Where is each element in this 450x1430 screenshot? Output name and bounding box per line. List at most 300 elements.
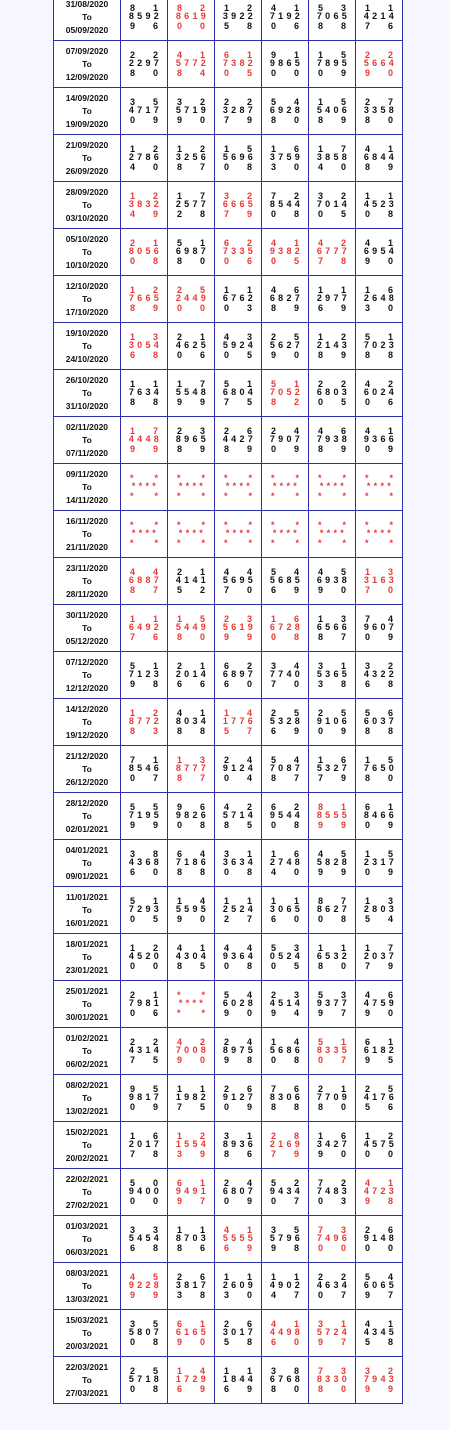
- close-right-digit: 7: [152, 585, 158, 595]
- panel-digits: 5 7 1 4: [222, 810, 254, 820]
- open-left-digit: 2: [318, 379, 324, 389]
- day-result-cell: [309, 1357, 356, 1404]
- close-left-digit: 9: [365, 1290, 371, 1300]
- to-label: To: [82, 951, 92, 962]
- open-left-digit: 1: [177, 144, 183, 154]
- panel-digits: 6 8 2 7: [269, 293, 301, 303]
- to-label: To: [82, 293, 92, 304]
- close-right-digit: 5: [152, 1055, 158, 1065]
- close-right-digit: 0: [293, 162, 299, 172]
- day-result-cell: [215, 1310, 262, 1357]
- to-label: To: [82, 857, 92, 868]
- close-left-digit: 6: [224, 1243, 230, 1253]
- close-right-digit: 7: [340, 632, 346, 642]
- open-right-digit: 2: [340, 1178, 346, 1188]
- open-right-digit: 1: [199, 567, 205, 577]
- open-left-digit: 1: [271, 896, 277, 906]
- open-right-digit: 1: [293, 50, 299, 60]
- to-label: To: [82, 1045, 92, 1056]
- day-result-cell: [262, 934, 309, 981]
- day-result-cell: [309, 370, 356, 417]
- result: [168, 370, 214, 416]
- panel-digits: 6 8 9 7: [222, 669, 254, 679]
- open-left-digit: 5: [318, 1037, 324, 1047]
- close-left-digit: 0: [318, 914, 324, 924]
- highlighted-result: [121, 605, 167, 651]
- open-right-digit: 6: [199, 1272, 205, 1282]
- panel-digits: 9 2 2 8: [128, 1280, 160, 1290]
- open-right-digit: 7: [387, 943, 393, 953]
- close-left-digit: 8: [224, 444, 230, 454]
- open-right-digit: 5: [152, 1272, 158, 1282]
- close-left-digit: 8: [318, 350, 324, 360]
- open-right-digit: 2: [246, 802, 252, 812]
- close-left-digit: 5: [224, 1337, 230, 1347]
- day-result-cell: [262, 511, 309, 558]
- close-left-digit: 9: [177, 115, 183, 125]
- date-range-cell: [54, 1216, 121, 1263]
- close-right-digit: 6: [293, 21, 299, 31]
- highlighted-result: [168, 605, 214, 651]
- open-left-digit: 3: [130, 849, 136, 859]
- close-right-digit: 9: [246, 1243, 252, 1253]
- result: [262, 323, 308, 369]
- open-right-digit: 6: [199, 802, 205, 812]
- open-right-digit: 3: [340, 1225, 346, 1235]
- close-right-digit: 4: [199, 68, 205, 78]
- week-row: [54, 464, 403, 511]
- open-right-digit: 2: [340, 379, 346, 389]
- close-left-digit: 8: [318, 1384, 324, 1394]
- close-left-digit: 6: [365, 679, 371, 689]
- panel-digits: 5 5 4 8: [175, 387, 207, 397]
- result: [309, 135, 355, 181]
- open-left-digit: 2: [177, 285, 183, 295]
- panel-digits: 5 6 8 5: [269, 575, 301, 585]
- panel-digits: 5 5 5 5: [222, 1233, 254, 1243]
- date-range-cell: [54, 417, 121, 464]
- week-row: [54, 1169, 403, 1216]
- day-result-cell: [121, 1169, 168, 1216]
- day-result-cell: [121, 652, 168, 699]
- day-result-cell: [309, 605, 356, 652]
- day-result-cell: [215, 652, 262, 699]
- close-right-digit: 5: [340, 209, 346, 219]
- close-right-digit: 9: [387, 961, 393, 971]
- open-right-digit: *: [201, 520, 205, 530]
- day-result-cell: [309, 746, 356, 793]
- open-left-digit: *: [177, 990, 181, 1000]
- result: [309, 417, 355, 463]
- result: [168, 699, 214, 745]
- close-right-digit: *: [342, 538, 346, 548]
- open-left-digit: 1: [224, 1366, 230, 1376]
- result: [262, 746, 308, 792]
- to-label: To: [82, 199, 92, 210]
- result: [262, 558, 308, 604]
- day-result-cell: [262, 1357, 309, 1404]
- result: [121, 1216, 167, 1262]
- day-result-cell: [168, 511, 215, 558]
- panel-digits: 9 8 2 6: [175, 810, 207, 820]
- day-result-cell: [121, 746, 168, 793]
- close-right-digit: 9: [246, 115, 252, 125]
- day-result-cell: [356, 511, 403, 558]
- open-right-digit: 5: [152, 1084, 158, 1094]
- from-date: 08/02/2021: [65, 1079, 109, 1090]
- open-left-digit: 1: [271, 144, 277, 154]
- highlighted-result: [168, 276, 214, 322]
- open-right-digit: 2: [340, 238, 346, 248]
- result: [309, 1122, 355, 1168]
- result: [121, 1169, 167, 1215]
- open-right-digit: 2: [199, 97, 205, 107]
- close-right-digit: 9: [199, 1384, 205, 1394]
- highlighted-result: [262, 1122, 308, 1168]
- result: [356, 135, 402, 181]
- panel-digits: 2 0 3 7: [363, 951, 395, 961]
- day-result-cell: [309, 417, 356, 464]
- panel-digits: 7 1 9 5: [128, 810, 160, 820]
- close-right-digit: 0: [246, 679, 252, 689]
- close-right-digit: 0: [387, 773, 393, 783]
- open-left-digit: 7: [318, 1178, 324, 1188]
- open-right-digit: 5: [293, 708, 299, 718]
- open-left-digit: 5: [271, 755, 277, 765]
- open-left-digit: 7: [130, 755, 136, 765]
- close-right-digit: 8: [199, 1290, 205, 1300]
- highlighted-result: [309, 1357, 355, 1403]
- panel-digits: 7 0 1 4: [316, 199, 348, 209]
- open-right-digit: 2: [152, 285, 158, 295]
- result: [215, 652, 261, 698]
- close-left-digit: 9: [130, 679, 136, 689]
- close-right-digit: *: [295, 538, 299, 548]
- open-right-digit: 2: [199, 1131, 205, 1141]
- close-left-digit: 7: [130, 1149, 136, 1159]
- open-left-digit: 1: [365, 896, 371, 906]
- result: [121, 370, 167, 416]
- to-label: To: [82, 528, 92, 539]
- open-right-digit: 3: [293, 943, 299, 953]
- panel-digits: 9 1 2 4: [222, 763, 254, 773]
- day-result-cell: [356, 652, 403, 699]
- close-right-digit: 8: [293, 820, 299, 830]
- day-result-cell: [309, 323, 356, 370]
- date-range-cell: [54, 1310, 121, 1357]
- open-right-digit: 1: [293, 1319, 299, 1329]
- open-left-digit: 1: [271, 1272, 277, 1282]
- day-result-cell: [262, 1310, 309, 1357]
- open-left-digit: *: [271, 520, 275, 530]
- close-right-digit: 9: [340, 68, 346, 78]
- to-label: To: [82, 998, 92, 1009]
- panel-digits: * * * *: [225, 528, 251, 538]
- open-left-digit: 5: [177, 238, 183, 248]
- close-left-digit: *: [271, 538, 275, 548]
- day-result-cell: [356, 1075, 403, 1122]
- result: [356, 887, 402, 933]
- close-left-digit: 8: [318, 961, 324, 971]
- close-right-digit: 0: [340, 1243, 346, 1253]
- open-left-digit: 4: [271, 3, 277, 13]
- result: [356, 981, 402, 1027]
- day-result-cell: [168, 1357, 215, 1404]
- open-left-digit: 4: [224, 802, 230, 812]
- open-left-digit: 5: [271, 1178, 277, 1188]
- panel-digits: 9 3 6 6: [363, 434, 395, 444]
- close-right-digit: 8: [246, 21, 252, 31]
- open-right-digit: 5: [152, 802, 158, 812]
- date-range-cell: [54, 276, 121, 323]
- open-right-digit: 2: [152, 191, 158, 201]
- panel-digits: 8 7 0 3: [175, 1233, 207, 1243]
- panel-digits: 6 5 6 6: [316, 622, 348, 632]
- close-left-digit: 7: [224, 585, 230, 595]
- open-right-digit: 1: [340, 1084, 346, 1094]
- panel-digits: 5 3 2 8: [269, 716, 301, 726]
- day-result-cell: [262, 840, 309, 887]
- day-result-cell: [168, 605, 215, 652]
- week-row: [54, 1216, 403, 1263]
- week-row: [54, 1357, 403, 1404]
- day-result-cell: [168, 276, 215, 323]
- panel-digits: 6 8 0 4: [222, 387, 254, 397]
- open-right-digit: 6: [293, 849, 299, 859]
- close-left-digit: *: [318, 538, 322, 548]
- panel-digits: 8 9 6 5: [175, 434, 207, 444]
- open-right-digit: 6: [293, 1084, 299, 1094]
- day-result-cell: [168, 41, 215, 88]
- close-right-digit: 9: [246, 1384, 252, 1394]
- close-right-digit: 9: [199, 444, 205, 454]
- open-left-digit: 1: [224, 896, 230, 906]
- close-left-digit: 0: [271, 1196, 277, 1206]
- open-left-digit: 1: [365, 3, 371, 13]
- day-result-cell: [356, 699, 403, 746]
- panel-digits: 4 6 3 4: [316, 1280, 348, 1290]
- close-left-digit: *: [271, 491, 275, 501]
- open-left-digit: 1: [365, 1131, 371, 1141]
- to-label: To: [82, 1327, 92, 1338]
- open-right-digit: 2: [199, 1037, 205, 1047]
- open-right-digit: 7: [387, 97, 393, 107]
- result: [356, 229, 402, 275]
- highlighted-result: [215, 464, 261, 510]
- close-right-digit: 9: [293, 726, 299, 736]
- panel-digits: 8 9 3 6: [222, 1139, 254, 1149]
- open-left-digit: 1: [318, 755, 324, 765]
- day-result-cell: [121, 1310, 168, 1357]
- day-result-cell: [309, 887, 356, 934]
- day-result-cell: [215, 1122, 262, 1169]
- open-left-digit: 6: [177, 1178, 183, 1188]
- result: [262, 1028, 308, 1074]
- highlighted-result: [121, 276, 167, 322]
- panel-digits: 8 5 4 6: [128, 763, 160, 773]
- close-left-digit: 8: [365, 350, 371, 360]
- day-result-cell: [262, 652, 309, 699]
- open-left-digit: 1: [318, 50, 324, 60]
- open-right-digit: 1: [387, 238, 393, 248]
- open-left-digit: 1: [130, 614, 136, 624]
- date-range-cell: [54, 1357, 121, 1404]
- close-left-digit: 3: [224, 1290, 230, 1300]
- close-left-digit: 8: [177, 773, 183, 783]
- open-right-digit: 1: [293, 3, 299, 13]
- close-left-digit: 0: [130, 256, 136, 266]
- close-left-digit: 0: [130, 1384, 136, 1394]
- open-left-digit: 3: [177, 97, 183, 107]
- close-left-digit: 4: [271, 867, 277, 877]
- day-result-cell: [356, 0, 403, 41]
- close-left-digit: 6: [318, 303, 324, 313]
- close-right-digit: 7: [340, 1290, 346, 1300]
- open-left-digit: 1: [365, 191, 371, 201]
- panel-digits: 4 3 1 4: [128, 1045, 160, 1055]
- panel-digits: 9 1 0 6: [316, 716, 348, 726]
- close-left-digit: 4: [318, 162, 324, 172]
- open-left-digit: 1: [130, 379, 136, 389]
- date-range-cell: [54, 840, 121, 887]
- result: [215, 793, 261, 839]
- highlighted-result: [262, 605, 308, 651]
- panel-digits: 9 5 4 4: [269, 810, 301, 820]
- day-result-cell: [121, 1028, 168, 1075]
- panel-digits: 6 7 7 7: [316, 246, 348, 256]
- result: [262, 135, 308, 181]
- open-right-digit: 2: [152, 943, 158, 953]
- panel-digits: 3 2 8 7: [222, 105, 254, 115]
- close-right-digit: *: [201, 491, 205, 501]
- result: [356, 88, 402, 134]
- panel-digits: 2 2 9 7: [128, 58, 160, 68]
- open-right-digit: 1: [246, 285, 252, 295]
- close-right-digit: 8: [246, 1337, 252, 1347]
- panel-digits: 6 9 3 8: [316, 575, 348, 585]
- to-label: To: [82, 1280, 92, 1291]
- open-left-digit: 2: [318, 1272, 324, 1282]
- open-left-digit: 1: [318, 1131, 324, 1141]
- close-right-digit: 0: [340, 162, 346, 172]
- highlighted-result: [356, 464, 402, 510]
- open-left-digit: 4: [224, 1225, 230, 1235]
- open-right-digit: 1: [152, 614, 158, 624]
- open-right-digit: *: [342, 473, 346, 483]
- from-date: 31/08/2020: [65, 0, 109, 9]
- open-left-digit: 4: [177, 50, 183, 60]
- result: [356, 417, 402, 463]
- close-left-digit: 0: [271, 21, 277, 31]
- day-result-cell: [168, 1169, 215, 1216]
- open-left-digit: 4: [318, 426, 324, 436]
- open-right-digit: 2: [152, 708, 158, 718]
- panel-digits: 4 4 2 7: [222, 434, 254, 444]
- day-result-cell: [121, 887, 168, 934]
- day-result-cell: [262, 41, 309, 88]
- close-right-digit: 5: [199, 1102, 205, 1112]
- panel-digits: 8 6 1 9: [175, 11, 207, 21]
- close-left-digit: 0: [318, 1196, 324, 1206]
- to-label: To: [82, 1139, 92, 1150]
- close-right-digit: 6: [199, 350, 205, 360]
- open-left-digit: 3: [365, 1366, 371, 1376]
- open-left-digit: 8: [177, 3, 183, 13]
- open-right-digit: 4: [293, 1037, 299, 1047]
- open-right-digit: *: [389, 520, 393, 530]
- open-left-digit: 2: [271, 332, 277, 342]
- result: [356, 1028, 402, 1074]
- open-right-digit: 1: [199, 943, 205, 953]
- result: [309, 887, 355, 933]
- close-right-digit: *: [389, 538, 393, 548]
- to-date: 03/10/2020: [65, 212, 109, 223]
- close-left-digit: 0: [318, 726, 324, 736]
- close-right-digit: 7: [293, 1290, 299, 1300]
- open-left-digit: *: [224, 473, 228, 483]
- open-left-digit: 3: [130, 1225, 136, 1235]
- open-left-digit: 2: [224, 614, 230, 624]
- open-right-digit: 4: [246, 990, 252, 1000]
- result: [309, 981, 355, 1027]
- open-right-digit: 7: [340, 896, 346, 906]
- close-right-digit: 5: [246, 350, 252, 360]
- open-right-digit: 3: [340, 3, 346, 13]
- close-right-digit: 0: [293, 68, 299, 78]
- close-right-digit: 0: [340, 1384, 346, 1394]
- open-right-digit: 5: [293, 1225, 299, 1235]
- panel-digits: 6 8 4 4: [363, 152, 395, 162]
- open-left-digit: 3: [318, 191, 324, 201]
- open-right-digit: 2: [246, 238, 252, 248]
- close-left-digit: 0: [271, 444, 277, 454]
- close-right-digit: 8: [387, 1337, 393, 1347]
- close-right-digit: 8: [246, 162, 252, 172]
- close-right-digit: 0: [199, 256, 205, 266]
- close-left-digit: 0: [271, 632, 277, 642]
- day-result-cell: [121, 1263, 168, 1310]
- day-result-cell: [168, 323, 215, 370]
- close-left-digit: 7: [224, 209, 230, 219]
- open-right-digit: 2: [246, 191, 252, 201]
- day-result-cell: [215, 934, 262, 981]
- day-result-cell: [168, 699, 215, 746]
- close-left-digit: 5: [177, 585, 183, 595]
- panel-digits: 6 0 2 4: [363, 387, 395, 397]
- day-result-cell: [121, 41, 168, 88]
- open-left-digit: 3: [318, 1319, 324, 1329]
- close-left-digit: 5: [365, 1337, 371, 1347]
- close-left-digit: 0: [177, 820, 183, 830]
- panel-digits: 5 6 9 6: [222, 152, 254, 162]
- close-right-digit: 9: [293, 1149, 299, 1159]
- panel-digits: 7 2 9 3: [128, 904, 160, 914]
- day-result-cell: [309, 464, 356, 511]
- close-right-digit: 5: [340, 397, 346, 407]
- day-result-cell: [262, 1122, 309, 1169]
- open-left-digit: 6: [224, 661, 230, 671]
- panel-digits: 4 1 7 6: [363, 1092, 395, 1102]
- open-left-digit: 5: [130, 896, 136, 906]
- day-result-cell: [309, 1310, 356, 1357]
- day-result-cell: [356, 323, 403, 370]
- day-result-cell: [309, 699, 356, 746]
- close-right-digit: 0: [199, 914, 205, 924]
- to-label: To: [82, 58, 92, 69]
- day-result-cell: [168, 1216, 215, 1263]
- day-result-cell: [215, 1263, 262, 1310]
- to-date: 05/12/2020: [65, 635, 109, 646]
